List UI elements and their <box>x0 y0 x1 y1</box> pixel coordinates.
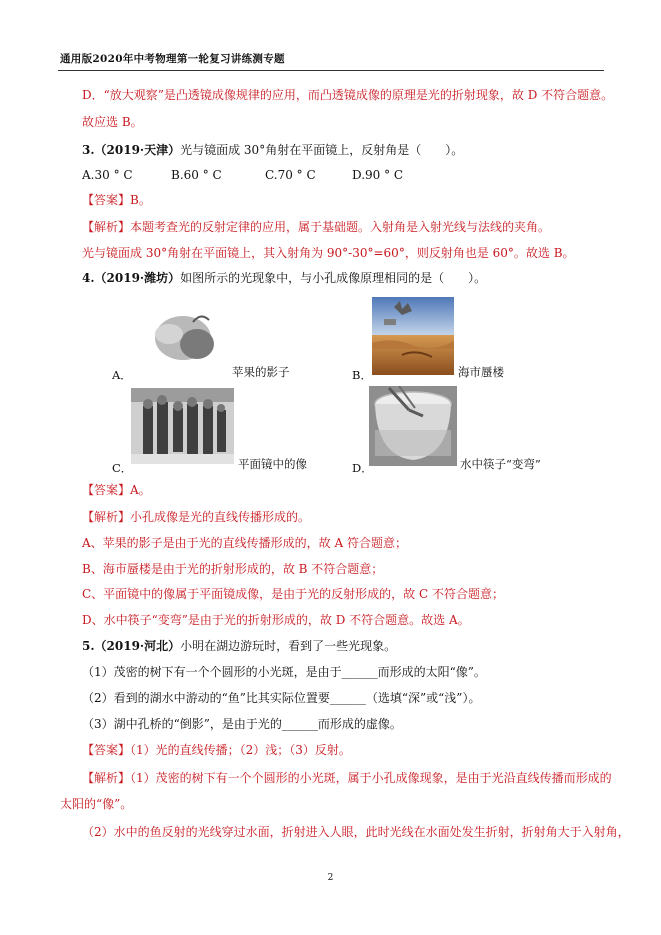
question-number: 3. <box>82 143 95 157</box>
answer-line: 【答案】A。 <box>82 483 151 497</box>
question-source: （2019·天津） <box>94 143 181 157</box>
question-4 <box>82 270 486 286</box>
figure-a-caption: 苹果的影子 <box>232 365 290 379</box>
question-3 <box>82 142 463 158</box>
explanation-line: 【解析】本题考查光的反射定律的应用，属于基础题。入射角是入射光线与法线的夹角。 <box>82 220 551 234</box>
apple-shadow-image <box>135 302 227 372</box>
explanation-line: 【解析】小孔成像是光的直线传播形成的。 <box>82 510 311 524</box>
option-d: D.90 ° C <box>352 168 404 182</box>
explanation-line: B、海市蜃楼是由于光的折射形成的，故 B 不符合题意； <box>82 562 384 576</box>
question-5 <box>82 638 396 654</box>
page-header: 通用版2020年中考物理第一轮复习讲练测专题 <box>60 53 285 65</box>
mirage-image <box>372 297 454 375</box>
explanation-line: 【解析】（1）茂密的树下有一个个圆形的小光斑，属于小孔成像现象，是由于光沿直线传播而形成的 <box>82 771 612 785</box>
option-a: A.30 ° C <box>82 168 133 182</box>
explanation-line: C、平面镜中的像属于平面镜成像，是由于光的反射形成的，故 C 不符合题意； <box>82 587 504 601</box>
figure-d-caption: 水中筷子“变弯” <box>460 457 541 471</box>
question-text: 如图所示的光现象中，与小孔成像原理相同的是（ ）。 <box>180 271 487 285</box>
mirror-image <box>131 388 234 464</box>
figure-b-caption: 海市蜃楼 <box>458 365 504 379</box>
figure-c-caption: 平面镜中的像 <box>238 457 307 471</box>
question-3-options <box>82 167 403 183</box>
question-source: （2019·河北） <box>94 639 181 653</box>
chopsticks-image <box>369 386 457 466</box>
explanation-line: D、水中筷子“变弯”是由于光的折射形成的，故 D 不符合题意。故选 A。 <box>82 613 470 627</box>
answer-line: 【答案】（1）光的直线传播；（2）浅；（3）反射。 <box>82 743 351 757</box>
explanation-line: A、苹果的影子是由于光的直线传播形成的，故 A 符合题意； <box>82 536 407 550</box>
question-number: 4. <box>82 271 95 285</box>
option-c: C.70 ° C <box>265 168 316 182</box>
sub-question: （2）看到的湖水中游动的“鱼”比其实际位置要______（选填“深”或“浅”）。 <box>82 691 481 705</box>
answer-line: 【答案】B。 <box>82 193 151 207</box>
explanation-line: 故应选 B。 <box>82 115 143 129</box>
question-text: 小明在湖边游玩时，看到了一些光现象。 <box>180 639 397 653</box>
explanation-line: 光与镜面成 30°角射在平面镜上，其入射角为 90°-30°=60°，则反射角也是 60°。故选 B。 <box>82 246 575 260</box>
question-source: （2019·潍坊） <box>94 271 181 285</box>
explanation-line: （2）水中的鱼反射的光线穿过水面，折射进入人眼，此时光线在水面处发生折射，折射角大于入射角， <box>82 825 630 839</box>
question-number: 5. <box>82 639 95 653</box>
sub-question: （3）湖中孔桥的“倒影”，是由于光的______而形成的虚像。 <box>82 717 402 731</box>
explanation-line: D．“放大观察”是凸透镜成像规律的应用，而凸透镜成像的原理是光的折射现象，故 D 不符合题意。 <box>82 88 614 102</box>
option-b: B.60 ° C <box>171 168 222 182</box>
figure-c-letter: C． <box>112 461 133 475</box>
explanation-line: 太阳的“像”。 <box>60 797 133 811</box>
header-divider <box>58 70 604 71</box>
figure-a-letter: A． <box>112 368 132 382</box>
question-text: 光与镜面成 30°角射在平面镜上，反射角是（ ）。 <box>180 143 464 157</box>
figure-d-letter: D． <box>352 461 373 475</box>
page-number: 2 <box>327 873 334 883</box>
figure-b-letter: B． <box>352 368 372 382</box>
sub-question: （1）茂密的树下有一个个圆形的小光斑，是由于______而形成的太阳“像”。 <box>82 665 486 679</box>
